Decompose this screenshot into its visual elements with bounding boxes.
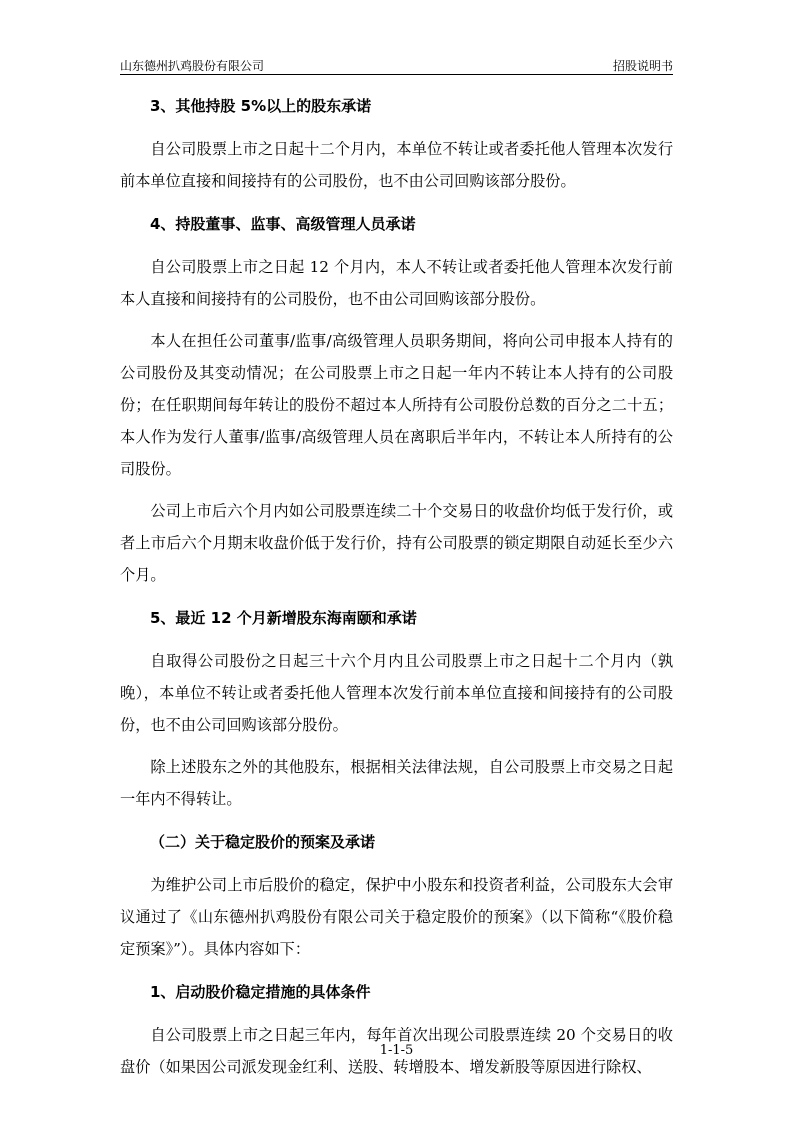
header-document-type: 招股说明书 (612, 59, 673, 73)
section-4-heading: 4、持股董事、监事、高级管理人员承诺 (150, 215, 416, 233)
subsection-1-heading: 1、启动股价稳定措施的具体条件 (150, 983, 371, 1001)
part-2-heading: （二）关于稳定股价的预案及承诺 (150, 833, 376, 851)
header-company-name: 山东德州扒鸡股份有限公司 (120, 59, 265, 73)
document-body (120, 94, 673, 1083)
section-3-heading: 3、其他持股 5%以上的股东承诺 (150, 97, 372, 115)
section-5-heading: 5、最近 12 个月新增股东海南颐和承诺 (150, 609, 417, 627)
section-5-paragraph-2: 除上述股东之外的其他股东，根据相关法律法规，自公司股票上市交易之日起一年内不得转让。 (120, 758, 673, 808)
subsection-1-paragraph: 自公司股票上市之日起三年内，每年首次出现公司股票连续 20 个交易日的收盘价（如果因公司派发现金红利、送股、转增股本、增发新股等原因进行除权、 (120, 1026, 673, 1076)
page-number: 1-1-5 (379, 1043, 414, 1058)
section-4-paragraph-1: 自公司股票上市之日起 12 个月内，本人不转让或者委托他人管理本次发行前本人直接和间接持有的公司股份，也不由公司回购该部分股份。 (120, 258, 673, 308)
page-header (120, 55, 673, 75)
section-4-paragraph-2: 本人在担任公司董事/监事/高级管理人员职务期间，将向公司申报本人持有的公司股份及其变动情况；在公司股票上市之日起一年内不转让本人持有的公司股份；在任职期间每年转让的股份不超过本人所持有公司股份总数的百分之二十五；本人作为发行人董事/监事/高级管理人员在离职后半年内，不转让本人所持有的公司股份。 (120, 332, 673, 478)
part-2-paragraph: 为维护公司上市后股价的稳定，保护中小股东和投资者利益，公司股东大会审议通过了《山东德州扒鸡股份有限公司关于稳定股价的预案》（以下简称“《股价稳定预案》”）。具体内容如下： (120, 876, 673, 958)
section-5-paragraph-1: 自取得公司股份之日起三十六个月内且公司股票上市之日起十二个月内（孰晚），本单位不转让或者委托他人管理本次发行前本单位直接和间接持有的公司股份，也不由公司回购该部分股份。 (120, 652, 673, 734)
section-3-paragraph: 自公司股票上市之日起十二个月内，本单位不转让或者委托他人管理本次发行前本单位直接和间接持有的公司股份，也不由公司回购该部分股份。 (120, 140, 673, 190)
header-divider (120, 74, 673, 75)
section-4-paragraph-3: 公司上市后六个月内如公司股票连续二十个交易日的收盘价均低于发行价，或者上市后六个月期末收盘价低于发行价，持有公司股票的锁定期限自动延长至少六个月。 (120, 502, 673, 584)
